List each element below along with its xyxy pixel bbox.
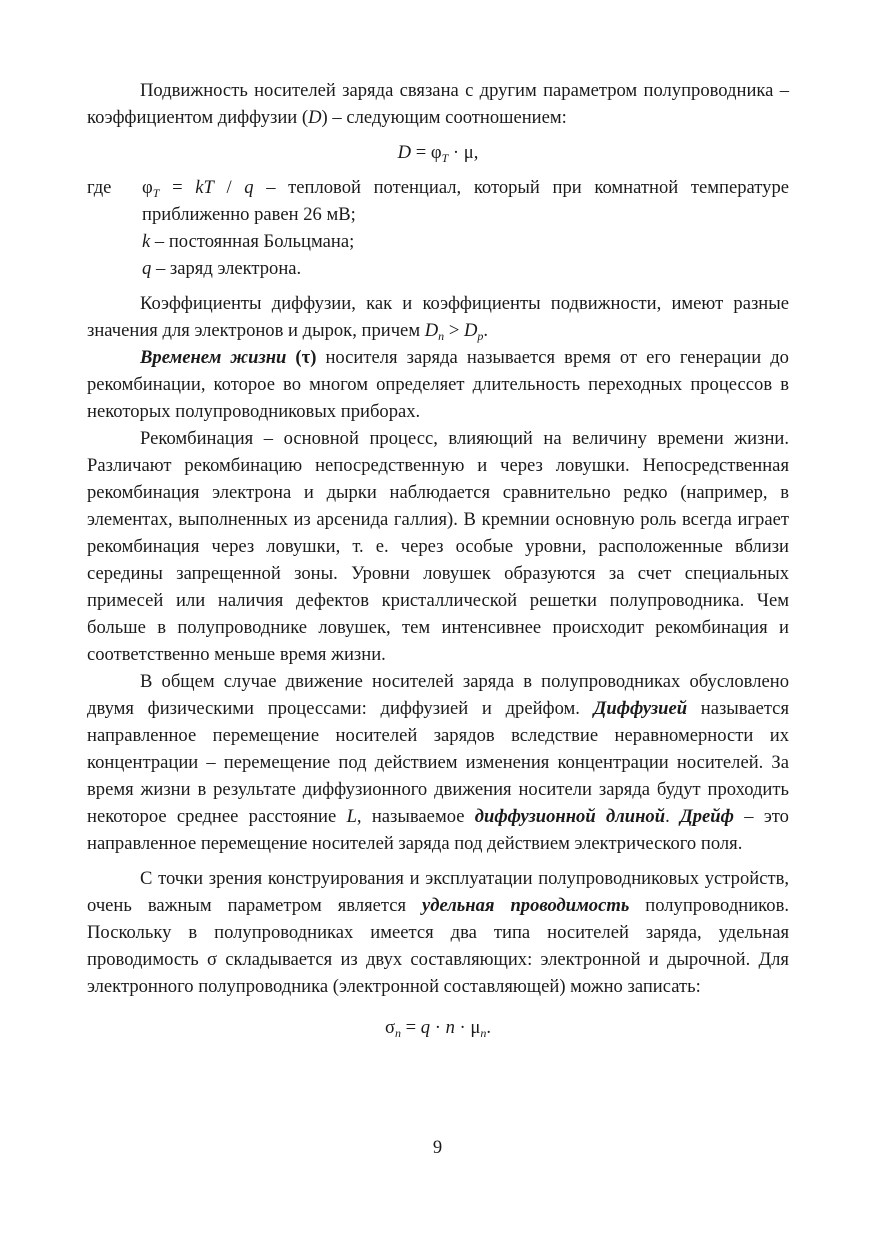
definition-boltzmann: k – постоянная Больцмана; bbox=[142, 231, 355, 252]
paragraph-diffusion-drift: В общем случае движение носителей заряда в полупроводниках обусловлено двумя физическими процессами: диффузией и дрейфом. Диффузией называется направленное перемещение носителей зарядов вследствие неравномерности их концентрации – перемещение под действием изменения концентрации носителей. За время жизни в результате диффузионного движения носители заряда будут проходить некоторое среднее расстояние L, называемое диффузионной длиной. Дрейф – это направленное перемещение носителей заряда под действием электрического поля. bbox=[87, 671, 789, 854]
definition-thermal-potential: $\varphi_T$ = kT / q – тепловой потенциал, который при комнатной температуре приближенно равен 26 мВ; bbox=[142, 177, 789, 225]
paragraph-recombination: Рекомбинация – основной процесс, влияющий на величину времени жизни. Различают рекомбинацию непосредственную и через ловушки. Непосредственная рекомбинация электрона и дырки наблюдается сравнительно редко (например, в элементах, выполненных из арсенида галлия). В кремнии основную роль всегда играет рекомбинация через ловушки, т. е. через особые уровни, расположенные вблизи середины запрещенной зоны. Уровни ловушек образуются за счет специальных примесей или наличия дефектов кристаллической решетки полупроводника. Чем больше в полупроводнике ловушек, тем интенсивнее происходит рекомбинация и соответственно меньше время жизни. bbox=[87, 428, 789, 665]
term-lifetime: Временем жизни bbox=[140, 347, 287, 368]
term-conductivity: удельная проводимость bbox=[422, 895, 630, 916]
definition-electron-charge: q – заряд электрона. bbox=[142, 258, 302, 279]
formula-diffusion-coefficient: $D = \varphi_T \cdot \mu$, bbox=[397, 142, 479, 165]
definitions-list bbox=[87, 174, 789, 282]
paragraph-mobility: Подвижность носителей заряда связана с другим параметром полупроводника – коэффициентом диффузии (D) – следующим соотношением: bbox=[87, 80, 789, 128]
term-drift: Дрейф bbox=[680, 806, 734, 827]
where-label: где bbox=[87, 177, 112, 198]
paragraph-conductivity: С точки зрения конструирования и эксплуатации полупроводниковых устройств, очень важным параметром является удельная проводимость полупроводников. Поскольку в полупроводниках имеется два типа носителей заряда, удельная проводимость σ складывается из двух составляющих: электронной и дырочной. Для электронного полупроводника (электронной составляющей) можно записать: bbox=[87, 868, 789, 997]
paragraph-lifetime: Временем жизни (τ) носителя заряда называется время от его генерации до рекомбинации, которое во многом определяет длительность переходных процессов в некоторых полупроводниковых приборах. bbox=[87, 347, 789, 422]
term-diffusion: Диффузией bbox=[593, 698, 688, 719]
body-text bbox=[87, 77, 789, 1049]
page-number: 9 bbox=[432, 1137, 443, 1158]
formula-conductivity: $\sigma_n = q \cdot n \cdot \mu_n$. bbox=[384, 1017, 492, 1040]
paragraph-diffusion-coefficients: Коэффициенты диффузии, как и коэффициенты подвижности, имеют разные значения для электронов и дырок, причем $D_n > D_p$. bbox=[87, 293, 789, 343]
term-diffusion-length: диффузионной длиной bbox=[474, 806, 666, 827]
